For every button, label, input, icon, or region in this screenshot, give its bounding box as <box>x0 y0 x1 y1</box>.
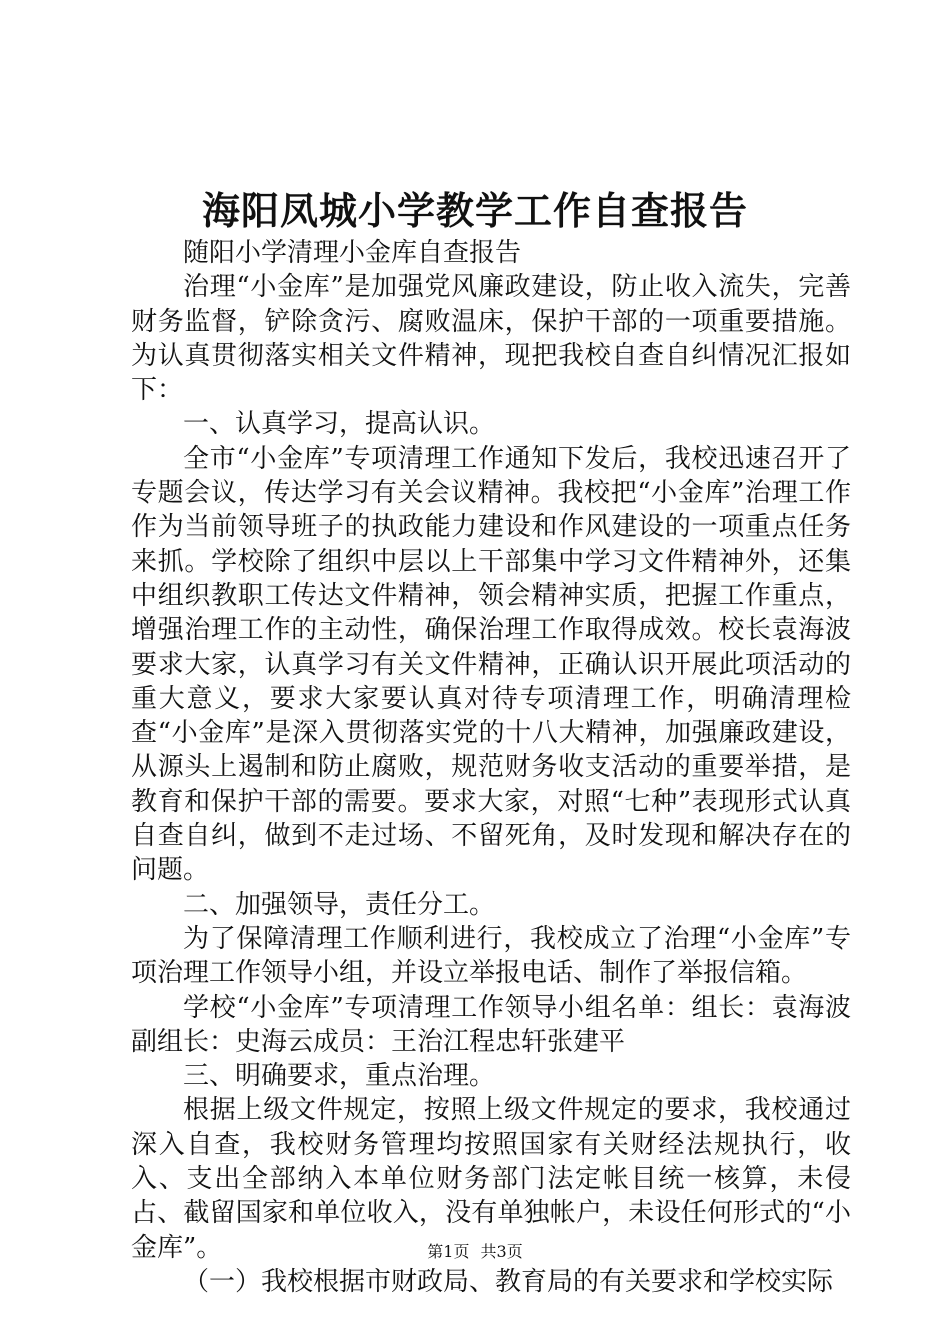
section-heading-1: 一、认真学习，提高认识。 <box>183 409 496 440</box>
document-title: 海阳凤城小学教学工作自查报告 <box>201 188 748 233</box>
section-heading-3: 三、明确要求，重点治理。 <box>183 1061 496 1092</box>
page-number: 第1页 <box>427 1242 470 1261</box>
paragraph-intro: 治理“小金库”是加强党风廉政建设，防止收入流失，完善财务监督，铲除贪污、腐败温床，保护干部的一项重要措施。为认真贯彻落实相关文件精神，现把我校自查自纠情况汇报如下： <box>131 272 851 406</box>
section-heading-2: 二、加强领导，责任分工。 <box>183 889 496 920</box>
paragraph-subtitle: 随阳小学清理小金库自查报告 <box>183 238 522 268</box>
paragraph-section-3: 根据上级文件规定，按照上级文件规定的要求，我校通过深入自查，我校财务管理均按照国家有关财经法规执行，收入、支出全部纳入本单位财务部门法定帐目统一核算，未侵占、截留国家和单位收入，没有单独帐户，未设任何形式的“小金库”。 <box>131 1095 851 1263</box>
page-footer <box>0 1240 950 1264</box>
paragraph-subsection-1: （一）我校根据市财政局、教育局的有关要求和学校实际 <box>183 1266 834 1297</box>
paragraph-section-2a: 为了保障清理工作顺利进行，我校成立了治理“小金库”专项治理工作领导小组，并设立举报电话、制作了举报信箱。 <box>131 923 851 989</box>
paragraph-section-1: 全市“小金库”专项清理工作通知下发后，我校迅速召开了专题会议，传达学习有关会议精神。我校把“小金库”治理工作作为当前领导班子的执政能力建设和作风建设的一项重点任务来抓。学校除了组织中层以上干部集中学习文件精神外，还集中组织教职工传达文件精神，领会精神实质，把握工作重点，增强治理工作的主动性，确保治理工作取得成效。校长袁海波要求大家，认真学习有关文件精神，正确认识开展此项活动的重大意义，要求大家要认真对待专项清理工作，明确清理检查“小金库”是深入贯彻落实党的十八大精神，加强廉政建设，从源头上遏制和防止腐败，规范财务收支活动的重要举措，是教育和保护干部的需要。要求大家，对照“七种”表现形式认真自查自纠，做到不走过场、不留死角，及时发现和解决存在的问题。 <box>131 443 851 886</box>
paragraph-section-2b: 学校“小金库”专项清理工作领导小组名单：组长：袁海波副组长：史海云成员：王治江程忠轩张建平 <box>131 992 851 1057</box>
document-body <box>131 236 851 1299</box>
page-total: 共3页 <box>480 1242 523 1261</box>
